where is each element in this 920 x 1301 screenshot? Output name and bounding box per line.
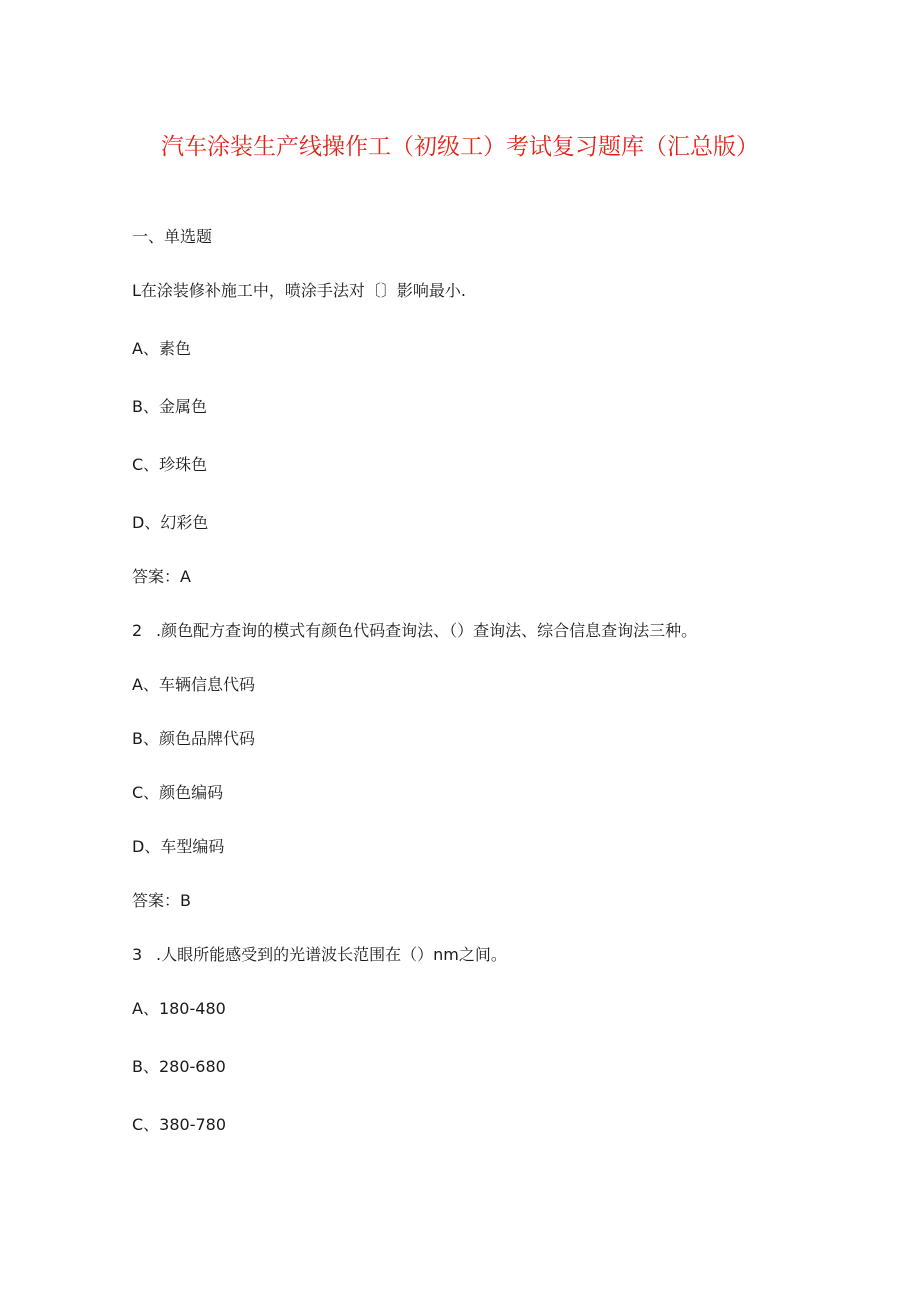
question-3-number: 3 <box>132 945 143 964</box>
question-2-option-b: B、颜色品牌代码 <box>132 729 255 748</box>
question-2-option-c: C、颜色编码 <box>132 783 224 802</box>
question-1-answer: 答案：A <box>132 567 191 586</box>
section-heading: 一、单选题 <box>132 227 213 246</box>
question-1-option-b: B、金属色 <box>132 397 207 416</box>
question-3-option-b: B、280-680 <box>132 1057 226 1076</box>
question-2-option-d: D、车型编码 <box>132 837 225 856</box>
question-3-option-c: C、380-780 <box>132 1115 227 1134</box>
page-title: 汽车涂装生产线操作工（初级工）考试复习题库（汇总版） <box>161 134 759 160</box>
question-2-stem <box>132 620 697 642</box>
question-2-option-a: A、车辆信息代码 <box>132 675 255 694</box>
question-3-option-a: A、180-480 <box>132 999 226 1018</box>
question-3-stem <box>132 944 507 966</box>
question-2-answer: 答案：B <box>132 891 191 910</box>
question-2-text: .颜色配方查询的模式有颜色代码查询法、（）查询法、综合信息查询法三种。 <box>156 621 698 640</box>
question-2-number: 2 <box>132 621 143 640</box>
question-3-text: .人眼所能感受到的光谱波长范围在（）nm之间。 <box>156 945 507 964</box>
question-1-option-c: C、珍珠色 <box>132 455 208 474</box>
question-1-option-d: D、幻彩色 <box>132 513 209 532</box>
question-1-stem: L在涂装修补施工中，喷涂手法对〔〕影响最小. <box>132 281 467 300</box>
question-1-option-a: A、素色 <box>132 339 191 358</box>
